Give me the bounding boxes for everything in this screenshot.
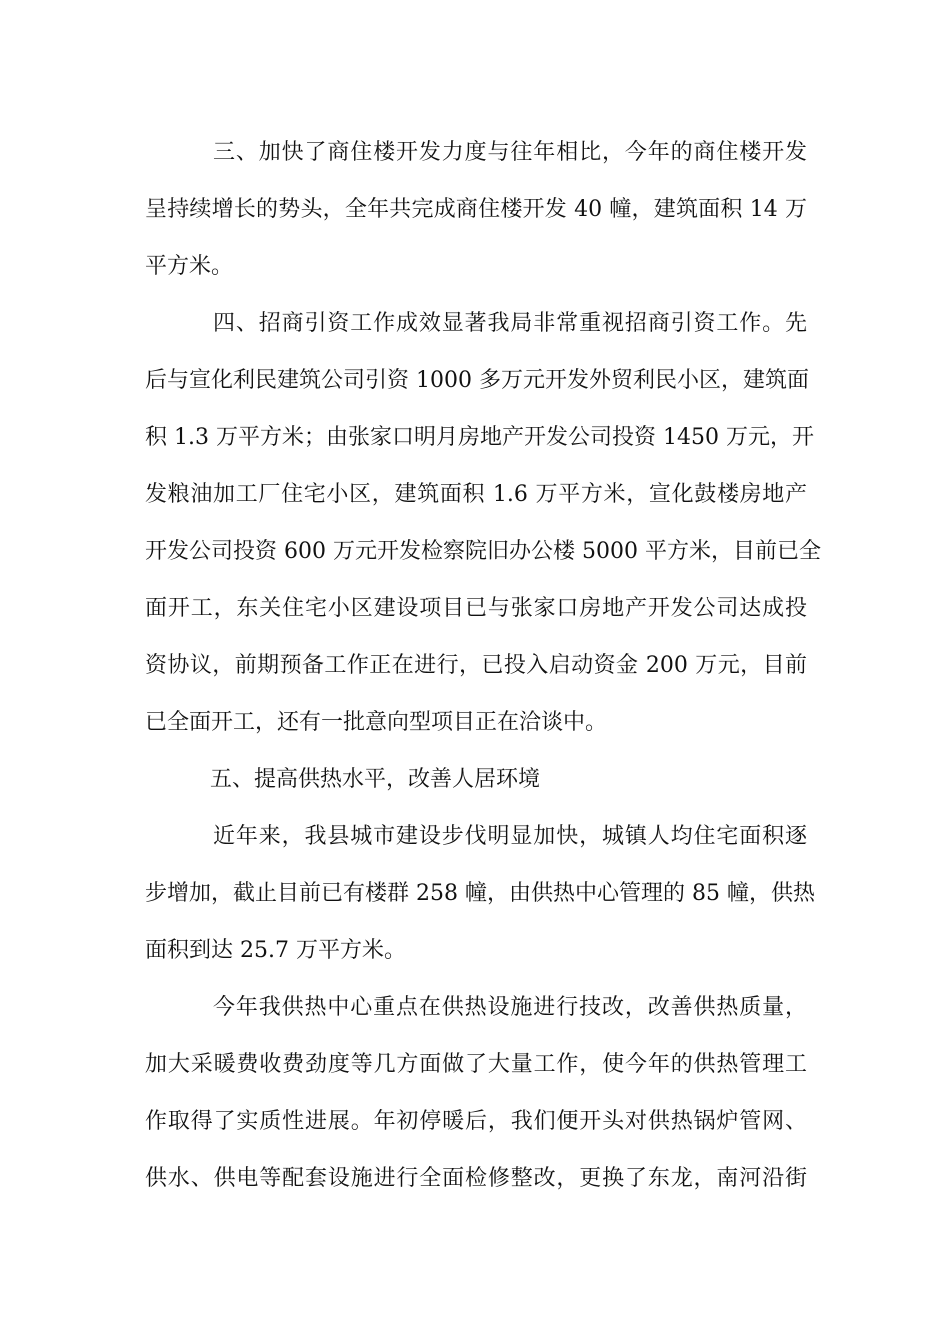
paragraph-2-line-2: 后与宣化利民建筑公司引资 1000 多万元开发外贸利民小区，建筑面 xyxy=(145,368,809,393)
paragraph-4-line-3: 面积到达 25.7 万平方米。 xyxy=(145,938,406,963)
paragraph-2-line-3: 积 1.3 万平方米；由张家口明月房地产开发公司投资 1450 万元，开 xyxy=(145,425,814,450)
paragraph-4-line-1: 近年来，我县城市建设步伐明显加快，城镇人均住宅面积逐 xyxy=(213,824,807,849)
paragraph-5-line-4: 供水、供电等配套设施进行全面检修整改，更换了东龙，南河沿街 xyxy=(145,1166,807,1191)
paragraph-1-line-3: 平方米。 xyxy=(145,254,234,279)
paragraph-4-line-2: 步增加，截止目前已有楼群 258 幢，由供热中心管理的 85 幢，供热 xyxy=(145,881,815,906)
paragraph-5-line-2: 加大采暖费收费劲度等几方面做了大量工作，使今年的供热管理工 xyxy=(145,1052,807,1077)
paragraph-2-line-6: 面开工，东关住宅小区建设项目已与张家口房地产开发公司达成投 xyxy=(145,596,807,621)
paragraph-5-line-1: 今年我供热中心重点在供热设施进行技改，改善供热质量， xyxy=(213,995,807,1020)
paragraph-2-line-5: 开发公司投资 600 万元开发检察院旧办公楼 5000 平方米，目前已全 xyxy=(145,539,821,564)
paragraph-2-line-7: 资协议，前期预备工作正在进行，已投入启动资金 200 万元，目前 xyxy=(145,653,807,678)
paragraph-2-line-4: 发粮油加工厂住宅小区，建筑面积 1.6 万平方米，宣化鼓楼房地产 xyxy=(145,482,807,507)
section-heading: 五、提高供热水平，改善人居环境 xyxy=(210,767,541,792)
paragraph-2-line-1: 四、招商引资工作成效显著我局非常重视招商引资工作。先 xyxy=(213,311,807,336)
paragraph-5-line-3: 作取得了实质性进展。年初停暖后，我们便开头对供热锅炉管网、 xyxy=(145,1109,807,1134)
paragraph-1-line-1: 三、加快了商住楼开发力度与往年相比，今年的商住楼开发 xyxy=(213,140,807,165)
paragraph-1-line-2: 呈持续增长的势头，全年共完成商住楼开发 40 幢，建筑面积 14 万 xyxy=(145,197,807,222)
paragraph-2-line-8: 已全面开工，还有一批意向型项目正在洽谈中。 xyxy=(145,710,608,735)
